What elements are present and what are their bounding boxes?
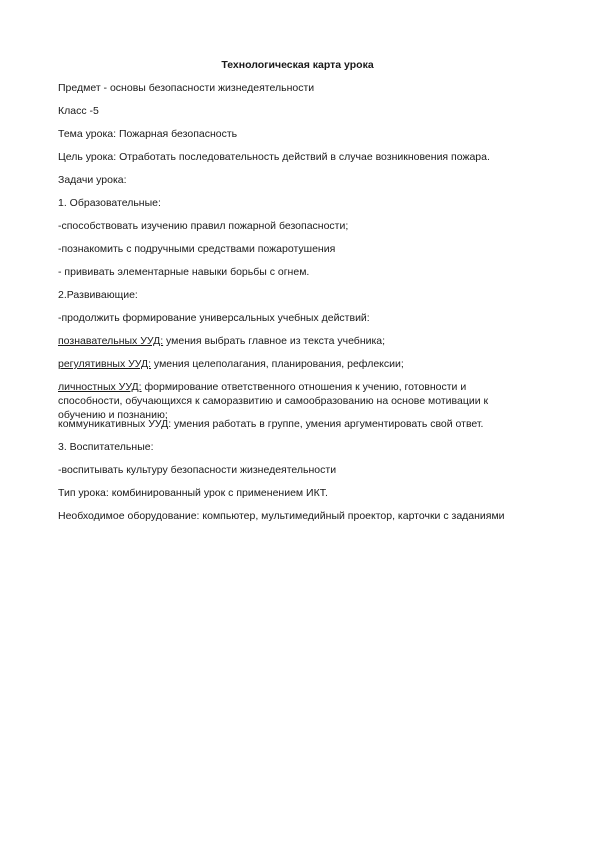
educational-item: -способствовать изучению правил пожарной безопасности; — [58, 220, 349, 232]
document-title: Технологическая карта урока — [221, 59, 374, 71]
educational-item: - прививать элементарные навыки борьбы с огнем. — [58, 266, 310, 278]
subject-line: Предмет - основы безопасности жизнедеятельности — [58, 82, 315, 94]
regulatory-uud-text: умения целеполагания, планирования, рефлексии; — [151, 358, 404, 370]
regulatory-uud-line — [58, 357, 548, 371]
developing-intro: -продолжить формирование универсальных учебных действий: — [58, 312, 370, 324]
lesson-type-line: Тип урока: комбинированный урок с применением ИКТ. — [58, 487, 328, 499]
personal-uud-paragraph — [58, 380, 520, 422]
upbringing-item: -воспитывать культуру безопасности жизнедеятельности — [58, 464, 337, 476]
cognitive-uud-line — [58, 334, 548, 348]
cognitive-uud-text: умения выбрать главное из текста учебника; — [163, 335, 386, 347]
communicative-uud-line: коммуникативных УУД: умения работать в группе, умения аргументировать свой ответ. — [58, 418, 484, 430]
educational-heading: 1. Образовательные: — [58, 197, 161, 209]
tasks-heading: Задачи урока: — [58, 174, 127, 186]
class-line: Класс -5 — [58, 105, 99, 117]
cognitive-uud-label: познавательных УУД: — [58, 335, 164, 347]
goal-line: Цель урока: Отработать последовательность действий в случае возникновения пожара. — [58, 151, 490, 163]
regulatory-uud-label: регулятивных УУД: — [58, 358, 152, 370]
equipment-line: Необходимое оборудование: компьютер, мультимедийный проектор, карточки с заданиями — [58, 510, 505, 522]
upbringing-heading: 3. Воспитательные: — [58, 441, 154, 453]
educational-item: -познакомить с подручными средствами пожаротушения — [58, 243, 336, 255]
developing-heading: 2.Развивающие: — [58, 289, 138, 301]
personal-uud-label: личностных УУД: — [58, 381, 142, 393]
personal-uud-text: формирование ответственного отношения к учению, готовности и способности, обучающихся к саморазвитию и самообразованию на основе мотивации к обучению и познанию; — [58, 381, 489, 421]
topic-line: Тема урока: Пожарная безопасность — [58, 128, 238, 140]
